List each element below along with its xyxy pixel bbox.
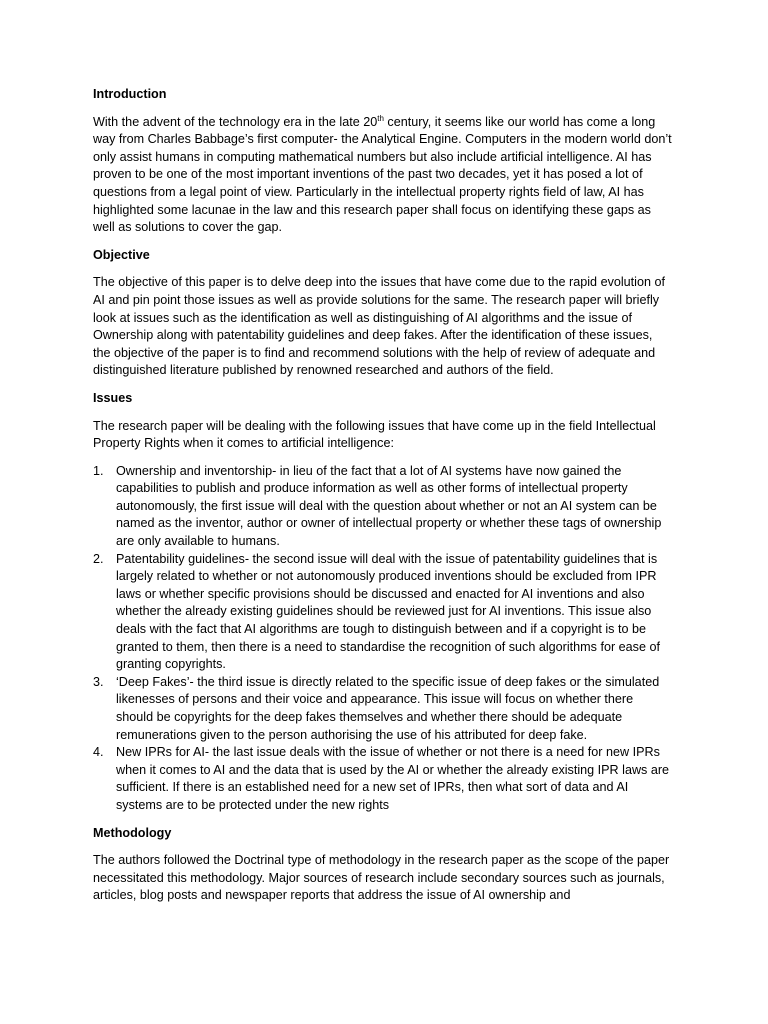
- list-item: [93, 463, 672, 551]
- issues-intro-paragraph: The research paper will be dealing with the following issues that have come up in the field Intellectual Property Rights when it comes to artificial intelligence:: [93, 418, 656, 451]
- list-item-number: 2.: [93, 551, 104, 566]
- list-item-number: 4.: [93, 745, 104, 760]
- issues-list: [93, 463, 672, 815]
- list-item-text: New IPRs for AI- the last issue deals with the issue of whether or not there is a need for new IPRs when it comes to AI and the data that is used by the AI or whether the already existing IPR laws are sufficient. If there is an established need for a new set of IPRs, then what sort of data and AI systems are to be protected under the new rights: [116, 745, 670, 812]
- issues-heading: Issues: [93, 390, 133, 405]
- introduction-text-start: With the advent of the technology era in the late 20: [93, 114, 378, 129]
- list-item-number: 3.: [93, 674, 104, 689]
- objective-heading: Objective: [93, 247, 150, 262]
- list-item: [93, 551, 672, 674]
- list-item-number: 1.: [93, 463, 104, 478]
- list-item: [93, 744, 672, 814]
- list-item: [93, 674, 672, 744]
- introduction-paragraph: [93, 114, 672, 237]
- methodology-paragraph: The authors followed the Doctrinal type of methodology in the research paper as the scope of the paper necessitated this methodology. Major sources of research include secondary sources such as journals, articles, blog posts and newspaper reports that address the issue of AI ownership and: [93, 853, 670, 903]
- list-item-text: Patentability guidelines- the second issue will deal with the issue of patentability guidelines that is largely related to whether or not autonomously produced inventions should be excluded from IPR laws or whether specific provisions should be discussed and enacted for AI inventions and also whether the already existing guidelines should be reviewed just for AI inventions. This issue also deals with the fact that AI algorithms are tough to distinguish between and if a copyright is to be granted to them, then there is a need to standardise the recognition of such algorithms for ease of granting copyrights.: [116, 551, 660, 672]
- methodology-heading: Methodology: [93, 825, 172, 840]
- objective-paragraph: The objective of this paper is to delve deep into the issues that have come due to the rapid evolution of AI and pin point those issues as well as provide solutions for the same. The research paper will briefly look at issues such as the identification as well as distinguishing of AI algorithms and the issue of Ownership along with patentability guidelines and deep fakes. After the identification of these issues, the objective of the paper is to find and recommend solutions with the help of review of adequate and distinguished literature published by renowned researched and authors of the field.: [93, 275, 665, 378]
- list-item-text: Ownership and inventorship- in lieu of the fact that a lot of AI systems have now gained the capabilities to publish and produce information as well as other forms of intellectual property autonomously, the first issue will deal with the question about whether or not an AI system can be named as the inventor, author or owner of intellectual property or whether these tags of ownership are only available to humans.: [116, 463, 662, 549]
- introduction-heading: Introduction: [93, 87, 167, 101]
- superscript-th: th: [377, 113, 384, 123]
- introduction-text-end: century, it seems like our world has come a long way from Charles Babbage’s first computer- the Analytical Engine. Computers in the modern world don’t only assist humans in computing mathematical numbers but also include artificial intelligence. AI has proven to be one of the most important inventions of the past two decades, yet it has posed a lot of questions from a legal point of view. Particularly in the intellectual property rights field of law, AI has highlighted some lacunae in the law and this research paper shall focus on identifying these gaps as well as solutions to cover the gap.: [93, 114, 672, 235]
- list-item-text: ‘Deep Fakes’- the third issue is directly related to the specific issue of deep fakes or the simulated likenesses of persons and their voice and appearance. This issue will focus on whether there should be copyrights for the deep fakes themselves and whether there should be adequate remunerations given to the person authorising the use of his attributed for deep fake.: [116, 674, 660, 742]
